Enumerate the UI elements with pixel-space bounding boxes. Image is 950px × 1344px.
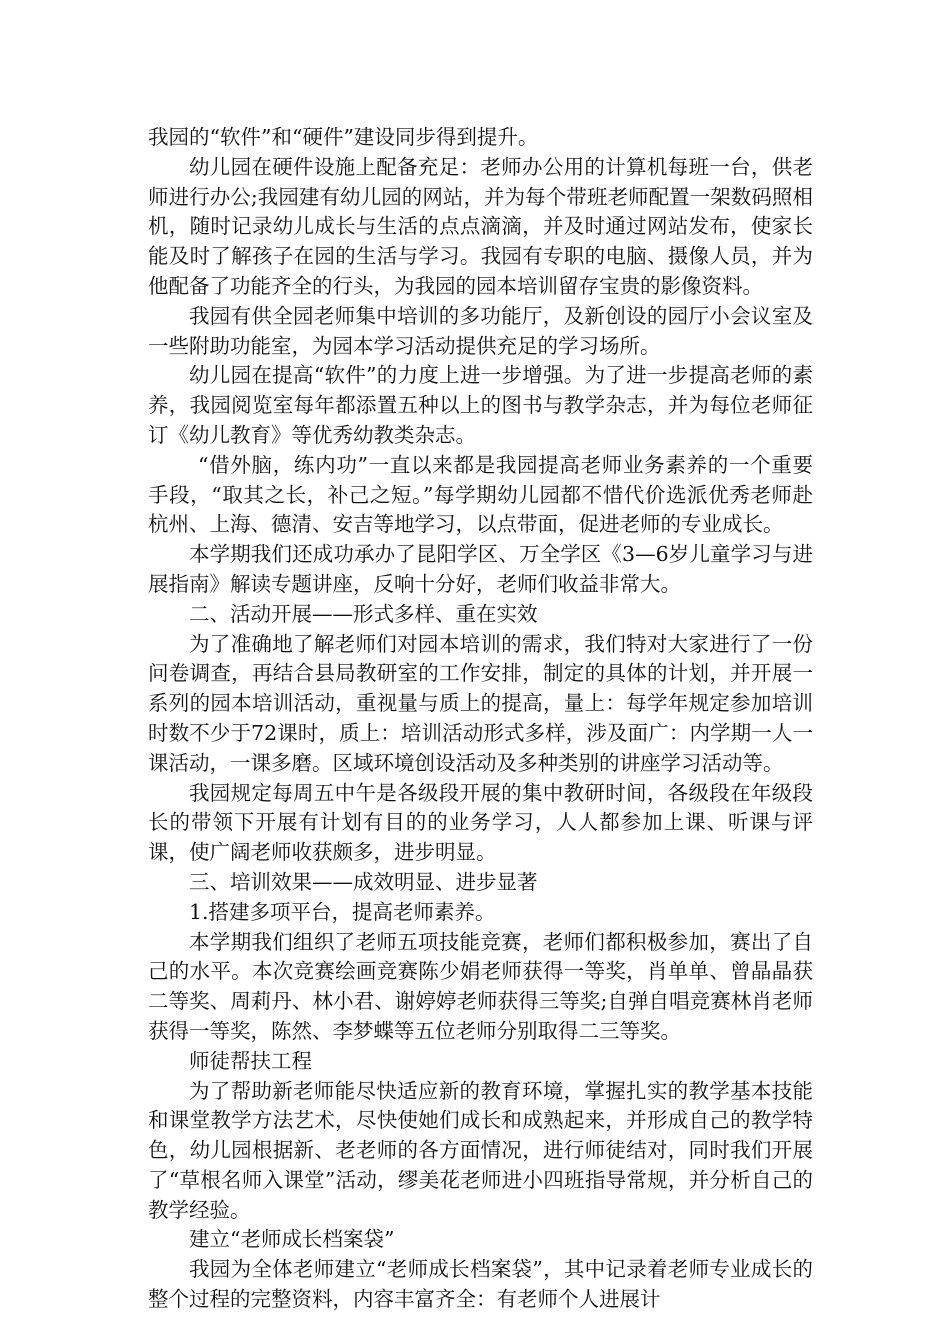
paragraph: 我园规定每周五中午是各级段开展的集中教研时间，各级段在年级段长的带领下开展有计划有目的的业务学习，人人都参加上课、听课与评课，使广阔老师收获颇多，进步明显。 — [148, 780, 813, 865]
document-body — [148, 123, 813, 1315]
section-heading: 三、培训效果——成效明显、进步显著 — [189, 869, 538, 894]
paragraph: 我园有供全园老师集中培训的多功能厅，及新创设的园厅小会议室及一些附助功能室，为园本学习活动提供充足的学习场所。 — [148, 303, 813, 358]
paragraph: 幼儿园在硬件设施上配备充足：老师办公用的计算机每班一台，供老师进行办公;我园建有幼儿园的网站，并为每个带班老师配置一架数码照相机，随时记录幼儿成长与生活的点点滴滴，并及时通过网站发布，使家长能及时了解孩子在园的生活与学习。我园有专职的电脑、摄像人员，并为他配备了功能齐全的行头，为我园的园本培训留存宝贵的影像资料。 — [148, 154, 813, 298]
subsection-heading: 师徒帮扶工程 — [189, 1048, 312, 1073]
paragraph: 我园的“软件”和“硬件”建设同步得到提升。 — [148, 125, 539, 149]
subsection-heading: 建立“老师成长档案袋” — [189, 1227, 395, 1252]
paragraph: 为了准确地了解老师们对园本培训的需求，我们特对大家进行了一份问卷调查，再结合县局教研室的工作安排，制定的具体的计划，并开展一系列的园本培训活动，重视量与质上的提高，量上：每学年规定参加培训时数不少于72课时，质上：培训活动形式多样，涉及面广：内学期一人一课活动，一课多磨。区域环境创设活动及多种类别的讲座学习活动等。 — [148, 631, 813, 775]
paragraph: 幼儿园在提高“软件”的力度上进一步增强。为了进一步提高老师的素养，我园阅览室每年都添置五种以上的图书与教学杂志，并为每位老师征订《幼儿教育》等优秀幼教类杂志。 — [148, 363, 813, 447]
section-heading: 二、活动开展——形式多样、重在实效 — [189, 601, 538, 626]
paragraph: 本学期我们组织了老师五项技能竞赛，老师们都积极参加，赛出了自己的水平。本次竞赛绘画竞赛陈少娟老师获得一等奖，肖单单、曾晶晶获二等奖、周莉丹、林小君、谢婷婷老师获得三等奖;自弹自唱竞赛林肖老师获得一等奖，陈然、李梦蝶等五位老师分别取得二三等奖。 — [148, 929, 813, 1043]
paragraph: 本学期我们还成功承办了昆阳学区、万全学区《3—6岁儿童学习与进展指南》解读专题讲座，反响十分好，老师们收益非常大。 — [148, 542, 813, 596]
subsection-heading: 1.搭建多项平台，提高老师素养。 — [189, 899, 496, 924]
paragraph: 我园为全体老师建立“老师成长档案袋”，其中记录着老师专业成长的整个过程的完整资料，内容丰富齐全：有老师个人进展计 — [148, 1257, 813, 1312]
paragraph: “借外脑，练内功”一直以来都是我园提高老师业务素养的一个重要手段，“取其之长，补己之短。”每学期幼儿园都不惜代价选派优秀老师赴杭州、上海、德清、安吉等地学习，以点带面，促进老师的专业成长。 — [148, 452, 813, 537]
paragraph: 为了帮助新老师能尽快适应新的教育环境，掌握扎实的教学基本技能和课堂教学方法艺术，尽快使她们成长和成熟起来，并形成自己的教学特色，幼儿园根据新、老老师的各方面情况，进行师徒结对，同时我们开展了“草根名师入课堂”活动，缪美花老师进小四班指导常规，并分析自己的教学经验。 — [148, 1078, 813, 1222]
